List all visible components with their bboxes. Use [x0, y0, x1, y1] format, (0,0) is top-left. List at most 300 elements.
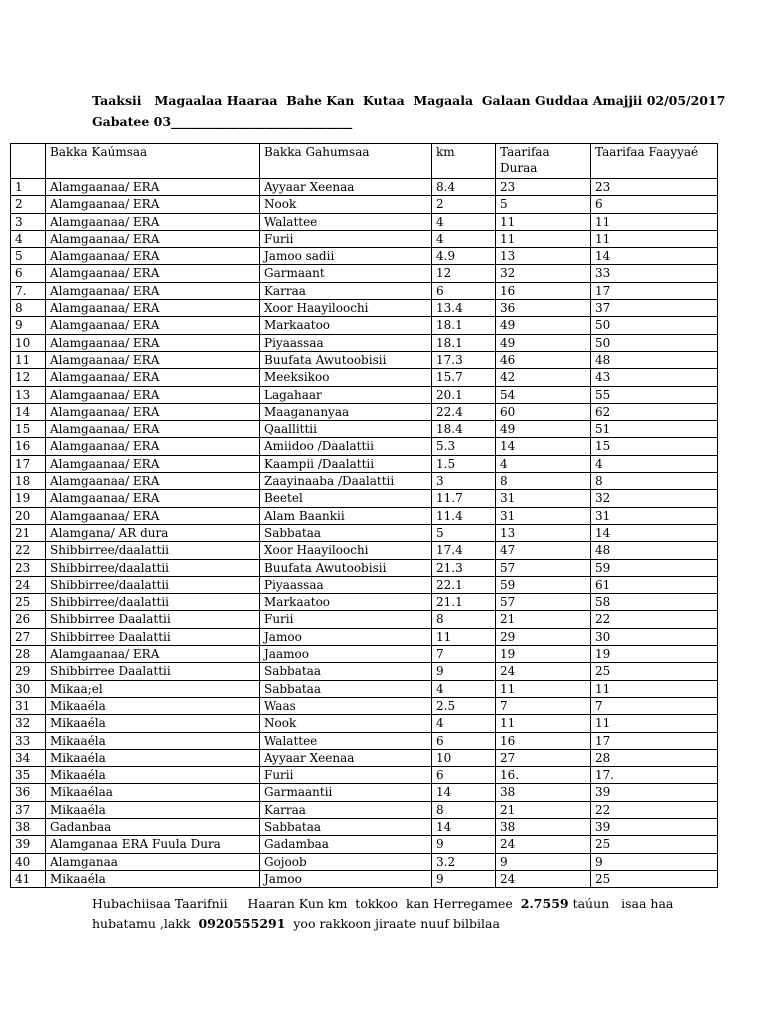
origin-cell: Alamgaanaa/ ERA — [46, 455, 260, 472]
footer-note-line2 — [92, 916, 500, 931]
row-index: 1 — [11, 179, 46, 196]
old-fare-cell: 16 — [496, 732, 591, 749]
origin-cell: Mikaaéla — [46, 801, 260, 818]
km-cell: 14 — [432, 818, 496, 835]
row-index: 24 — [11, 576, 46, 593]
km-cell: 4.9 — [432, 248, 496, 265]
row-index: 14 — [11, 403, 46, 420]
row-index: 32 — [11, 715, 46, 732]
old-fare-cell: 9 — [496, 853, 591, 870]
old-fare-cell: 36 — [496, 300, 591, 317]
new-fare-cell: 50 — [591, 334, 718, 351]
old-fare-cell: 7 — [496, 697, 591, 714]
table-row — [11, 473, 718, 490]
table-row — [11, 697, 718, 714]
row-index: 5 — [11, 248, 46, 265]
old-fare-cell: 16 — [496, 282, 591, 299]
footer-text: hubatamu ,lakk — [92, 916, 199, 931]
row-index: 8 — [11, 300, 46, 317]
new-fare-cell: 51 — [591, 421, 718, 438]
destination-cell: Alam Baankii — [260, 507, 432, 524]
row-index: 4 — [11, 230, 46, 247]
destination-cell: Ayyaar Xeenaa — [260, 179, 432, 196]
destination-cell: Gojoob — [260, 853, 432, 870]
destination-cell: Karraa — [260, 801, 432, 818]
destination-cell: Nook — [260, 196, 432, 213]
km-cell: 9 — [432, 870, 496, 887]
km-cell: 4 — [432, 213, 496, 230]
origin-cell: Alamgaanaa/ ERA — [46, 490, 260, 507]
table-row — [11, 853, 718, 870]
km-cell: 15.7 — [432, 369, 496, 386]
km-cell: 6 — [432, 767, 496, 784]
table-row — [11, 334, 718, 351]
table-row — [11, 559, 718, 576]
origin-cell: Alamgaanaa/ ERA — [46, 507, 260, 524]
new-fare-cell: 14 — [591, 248, 718, 265]
table-row — [11, 715, 718, 732]
new-fare-cell: 50 — [591, 317, 718, 334]
row-index: 7. — [11, 282, 46, 299]
destination-cell: Sabbataa — [260, 663, 432, 680]
new-fare-cell: 11 — [591, 213, 718, 230]
destination-cell: Markaatoo — [260, 594, 432, 611]
header-origin: Bakka Kaúmsaa — [46, 144, 260, 179]
new-fare-cell: 8 — [591, 473, 718, 490]
row-index: 33 — [11, 732, 46, 749]
table-row — [11, 179, 718, 196]
origin-cell: Shibbirree/daalattii — [46, 576, 260, 593]
origin-cell: Alamgaanaa/ ERA — [46, 646, 260, 663]
destination-cell: Maagananyaa — [260, 403, 432, 420]
km-cell: 4 — [432, 715, 496, 732]
row-index: 26 — [11, 611, 46, 628]
table-row — [11, 196, 718, 213]
new-fare-cell: 17 — [591, 732, 718, 749]
km-cell: 22.4 — [432, 403, 496, 420]
destination-cell: Kaampii /Daalattii — [260, 455, 432, 472]
old-fare-cell: 27 — [496, 749, 591, 766]
origin-cell: Shibbirree Daalattii — [46, 663, 260, 680]
destination-cell: Waas — [260, 697, 432, 714]
destination-cell: Garmaant — [260, 265, 432, 282]
km-cell: 3 — [432, 473, 496, 490]
origin-cell: Alamgaanaa/ ERA — [46, 438, 260, 455]
row-index: 6 — [11, 265, 46, 282]
destination-cell: Xoor Haayiloochi — [260, 542, 432, 559]
destination-cell: Beetel — [260, 490, 432, 507]
km-cell: 6 — [432, 732, 496, 749]
new-fare-cell: 31 — [591, 507, 718, 524]
row-index: 2 — [11, 196, 46, 213]
old-fare-cell: 42 — [496, 369, 591, 386]
origin-cell: Alamgaanaa/ ERA — [46, 317, 260, 334]
old-fare-cell: 21 — [496, 611, 591, 628]
table-row — [11, 386, 718, 403]
table-row — [11, 646, 718, 663]
km-cell: 4 — [432, 230, 496, 247]
origin-cell: Mikaaéla — [46, 715, 260, 732]
km-cell: 21.3 — [432, 559, 496, 576]
new-fare-cell: 14 — [591, 524, 718, 541]
new-fare-cell: 39 — [591, 818, 718, 835]
new-fare-cell: 59 — [591, 559, 718, 576]
origin-cell: Alamgaanaa/ ERA — [46, 403, 260, 420]
origin-cell: Alamgaanaa/ ERA — [46, 230, 260, 247]
row-index: 41 — [11, 870, 46, 887]
table-row — [11, 403, 718, 420]
km-cell: 11 — [432, 628, 496, 645]
header-km: km — [432, 144, 496, 179]
destination-cell: Karraa — [260, 282, 432, 299]
origin-cell: Alamgaanaa/ ERA — [46, 282, 260, 299]
table-row — [11, 230, 718, 247]
new-fare-cell: 33 — [591, 265, 718, 282]
origin-cell: Alamgaanaa/ ERA — [46, 213, 260, 230]
table-row — [11, 282, 718, 299]
row-index: 20 — [11, 507, 46, 524]
row-index: 23 — [11, 559, 46, 576]
destination-cell: Garmaantii — [260, 784, 432, 801]
old-fare-cell: 49 — [496, 317, 591, 334]
table-row — [11, 248, 718, 265]
origin-cell: Alamgaanaa/ ERA — [46, 421, 260, 438]
old-fare-cell: 23 — [496, 179, 591, 196]
new-fare-cell: 4 — [591, 455, 718, 472]
new-fare-cell: 11 — [591, 230, 718, 247]
row-index: 39 — [11, 836, 46, 853]
km-cell: 18.4 — [432, 421, 496, 438]
origin-cell: Alamgaanaa/ ERA — [46, 473, 260, 490]
table-row — [11, 369, 718, 386]
km-cell: 22.1 — [432, 576, 496, 593]
km-cell: 5.3 — [432, 438, 496, 455]
new-fare-cell: 48 — [591, 351, 718, 368]
header-old-fare: Taarifaa Duraa — [496, 144, 591, 179]
destination-cell: Sabbataa — [260, 680, 432, 697]
row-index: 22 — [11, 542, 46, 559]
destination-cell: Piyaassaa — [260, 334, 432, 351]
origin-cell: Gadanbaa — [46, 818, 260, 835]
new-fare-cell: 28 — [591, 749, 718, 766]
table-row — [11, 351, 718, 368]
old-fare-cell: 31 — [496, 507, 591, 524]
table-caption: Gabatee 03_____________________________ — [92, 114, 353, 129]
old-fare-cell: 57 — [496, 559, 591, 576]
origin-cell: Alamgaanaa/ ERA — [46, 248, 260, 265]
table-row — [11, 680, 718, 697]
destination-cell: Xoor Haayiloochi — [260, 300, 432, 317]
old-fare-cell: 24 — [496, 836, 591, 853]
km-cell: 14 — [432, 784, 496, 801]
km-cell: 11.4 — [432, 507, 496, 524]
destination-cell: Buufata Awutoobisii — [260, 351, 432, 368]
origin-cell: Shibbirree Daalattii — [46, 628, 260, 645]
new-fare-cell: 11 — [591, 715, 718, 732]
old-fare-cell: 57 — [496, 594, 591, 611]
origin-cell: Shibbirree/daalattii — [46, 594, 260, 611]
old-fare-cell: 11 — [496, 230, 591, 247]
km-cell: 3.2 — [432, 853, 496, 870]
km-cell: 20.1 — [432, 386, 496, 403]
origin-cell: Mikaaéla — [46, 697, 260, 714]
footer-text: yoo rakkoon jiraate nuuf bilbilaa — [285, 916, 500, 931]
km-cell: 6 — [432, 282, 496, 299]
row-index: 13 — [11, 386, 46, 403]
new-fare-cell: 43 — [591, 369, 718, 386]
destination-cell: Ayyaar Xeenaa — [260, 749, 432, 766]
new-fare-cell: 11 — [591, 680, 718, 697]
old-fare-cell: 11 — [496, 680, 591, 697]
km-cell: 21.1 — [432, 594, 496, 611]
old-fare-cell: 13 — [496, 248, 591, 265]
km-cell: 2 — [432, 196, 496, 213]
origin-cell: Shibbirree/daalattii — [46, 559, 260, 576]
fare-table — [10, 143, 718, 888]
origin-cell: Mikaaélaa — [46, 784, 260, 801]
origin-cell: Alamgana/ AR dura — [46, 524, 260, 541]
destination-cell: Furii — [260, 611, 432, 628]
origin-cell: Mikaaéla — [46, 767, 260, 784]
header-index — [11, 144, 46, 179]
row-index: 17 — [11, 455, 46, 472]
origin-cell: Alamgaanaa/ ERA — [46, 386, 260, 403]
origin-cell: Mikaaéla — [46, 870, 260, 887]
km-cell: 9 — [432, 663, 496, 680]
old-fare-cell: 13 — [496, 524, 591, 541]
table-row — [11, 421, 718, 438]
page-title: Taaksii Magaalaa Haaraa Bahe Kan Kutaa Magaala Galaan Guddaa Amajjii 02/05/2017 — [92, 93, 726, 108]
row-index: 10 — [11, 334, 46, 351]
row-index: 40 — [11, 853, 46, 870]
old-fare-cell: 38 — [496, 818, 591, 835]
km-cell: 1.5 — [432, 455, 496, 472]
table-row — [11, 732, 718, 749]
old-fare-cell: 5 — [496, 196, 591, 213]
km-cell: 10 — [432, 749, 496, 766]
old-fare-cell: 46 — [496, 351, 591, 368]
destination-cell: Gadambaa — [260, 836, 432, 853]
table-row — [11, 542, 718, 559]
new-fare-cell: 7 — [591, 697, 718, 714]
table-row — [11, 663, 718, 680]
origin-cell: Alamgaanaa/ ERA — [46, 300, 260, 317]
row-index: 12 — [11, 369, 46, 386]
row-index: 30 — [11, 680, 46, 697]
destination-cell: Sabbataa — [260, 524, 432, 541]
origin-cell: Alamganaa ERA Fuula Dura — [46, 836, 260, 853]
destination-cell: Markaatoo — [260, 317, 432, 334]
km-cell: 18.1 — [432, 317, 496, 334]
new-fare-cell: 62 — [591, 403, 718, 420]
destination-cell: Nook — [260, 715, 432, 732]
table-row — [11, 507, 718, 524]
old-fare-cell: 59 — [496, 576, 591, 593]
destination-cell: Jamoo sadii — [260, 248, 432, 265]
km-cell: 11.7 — [432, 490, 496, 507]
new-fare-cell: 58 — [591, 594, 718, 611]
table-row — [11, 767, 718, 784]
origin-cell: Alamgaanaa/ ERA — [46, 196, 260, 213]
origin-cell: Alamgaanaa/ ERA — [46, 265, 260, 282]
table-row — [11, 836, 718, 853]
table-row — [11, 265, 718, 282]
row-index: 37 — [11, 801, 46, 818]
row-index: 31 — [11, 697, 46, 714]
old-fare-cell: 4 — [496, 455, 591, 472]
km-cell: 8.4 — [432, 179, 496, 196]
km-cell: 13.4 — [432, 300, 496, 317]
old-fare-cell: 60 — [496, 403, 591, 420]
table-row — [11, 749, 718, 766]
old-fare-cell: 49 — [496, 334, 591, 351]
new-fare-cell: 23 — [591, 179, 718, 196]
km-cell: 9 — [432, 836, 496, 853]
km-cell: 5 — [432, 524, 496, 541]
header-new-fare: Taarifaa Faayyaé — [591, 144, 718, 179]
old-fare-cell: 24 — [496, 663, 591, 680]
table-row — [11, 594, 718, 611]
row-index: 35 — [11, 767, 46, 784]
row-index: 11 — [11, 351, 46, 368]
new-fare-cell: 37 — [591, 300, 718, 317]
destination-cell: Jamoo — [260, 870, 432, 887]
table-row — [11, 818, 718, 835]
new-fare-cell: 32 — [591, 490, 718, 507]
table-row — [11, 628, 718, 645]
old-fare-cell: 31 — [496, 490, 591, 507]
old-fare-cell: 11 — [496, 715, 591, 732]
new-fare-cell: 55 — [591, 386, 718, 403]
row-index: 29 — [11, 663, 46, 680]
row-index: 27 — [11, 628, 46, 645]
footer-text: taúun isaa haa — [568, 896, 674, 911]
table-row — [11, 611, 718, 628]
new-fare-cell: 61 — [591, 576, 718, 593]
new-fare-cell: 19 — [591, 646, 718, 663]
new-fare-cell: 25 — [591, 663, 718, 680]
row-index: 18 — [11, 473, 46, 490]
km-cell: 8 — [432, 801, 496, 818]
new-fare-cell: 22 — [591, 801, 718, 818]
new-fare-cell: 22 — [591, 611, 718, 628]
new-fare-cell: 30 — [591, 628, 718, 645]
old-fare-cell: 16. — [496, 767, 591, 784]
destination-cell: Walattee — [260, 213, 432, 230]
km-cell: 7 — [432, 646, 496, 663]
origin-cell: Mikaa;el — [46, 680, 260, 697]
new-fare-cell: 48 — [591, 542, 718, 559]
new-fare-cell: 25 — [591, 836, 718, 853]
table-row — [11, 870, 718, 887]
destination-cell: Meeksikoo — [260, 369, 432, 386]
new-fare-cell: 25 — [591, 870, 718, 887]
table-row — [11, 300, 718, 317]
old-fare-cell: 49 — [496, 421, 591, 438]
table-row — [11, 801, 718, 818]
old-fare-cell: 14 — [496, 438, 591, 455]
old-fare-cell: 54 — [496, 386, 591, 403]
row-index: 38 — [11, 818, 46, 835]
table-row — [11, 317, 718, 334]
new-fare-cell: 15 — [591, 438, 718, 455]
new-fare-cell: 17 — [591, 282, 718, 299]
footer-text: Hubachiisaa Taarifnii Haaran Kun km tokkoo kan Herregamee — [92, 896, 521, 911]
rate-per-km: 2.7559 — [520, 896, 569, 911]
new-fare-cell: 17. — [591, 767, 718, 784]
phone-number: 0920555291 — [198, 916, 286, 931]
footer-note-line1 — [92, 896, 673, 911]
destination-cell: Sabbataa — [260, 818, 432, 835]
table-header-row — [11, 144, 718, 179]
row-index: 9 — [11, 317, 46, 334]
row-index: 21 — [11, 524, 46, 541]
old-fare-cell: 24 — [496, 870, 591, 887]
old-fare-cell: 38 — [496, 784, 591, 801]
old-fare-cell: 21 — [496, 801, 591, 818]
new-fare-cell: 9 — [591, 853, 718, 870]
new-fare-cell: 39 — [591, 784, 718, 801]
origin-cell: Mikaaéla — [46, 749, 260, 766]
destination-cell: Qaallittii — [260, 421, 432, 438]
row-index: 19 — [11, 490, 46, 507]
origin-cell: Shibbirree Daalattii — [46, 611, 260, 628]
new-fare-cell: 6 — [591, 196, 718, 213]
destination-cell: Jaamoo — [260, 646, 432, 663]
table-row — [11, 576, 718, 593]
km-cell: 17.3 — [432, 351, 496, 368]
destination-cell: Piyaassaa — [260, 576, 432, 593]
km-cell: 8 — [432, 611, 496, 628]
destination-cell: Walattee — [260, 732, 432, 749]
row-index: 15 — [11, 421, 46, 438]
old-fare-cell: 32 — [496, 265, 591, 282]
old-fare-cell: 29 — [496, 628, 591, 645]
destination-cell: Amiidoo /Daalattii — [260, 438, 432, 455]
row-index: 25 — [11, 594, 46, 611]
table-row — [11, 490, 718, 507]
origin-cell: Shibbirree/daalattii — [46, 542, 260, 559]
row-index: 16 — [11, 438, 46, 455]
origin-cell: Alamgaanaa/ ERA — [46, 351, 260, 368]
destination-cell: Buufata Awutoobisii — [260, 559, 432, 576]
table-row — [11, 784, 718, 801]
old-fare-cell: 8 — [496, 473, 591, 490]
destination-cell: Lagahaar — [260, 386, 432, 403]
row-index: 36 — [11, 784, 46, 801]
old-fare-cell: 19 — [496, 646, 591, 663]
old-fare-cell: 11 — [496, 213, 591, 230]
origin-cell: Alamgaanaa/ ERA — [46, 179, 260, 196]
origin-cell: Alamgaanaa/ ERA — [46, 369, 260, 386]
table-body — [11, 179, 718, 888]
destination-cell: Furii — [260, 230, 432, 247]
row-index: 28 — [11, 646, 46, 663]
table-row — [11, 524, 718, 541]
origin-cell: Alamgaanaa/ ERA — [46, 334, 260, 351]
km-cell: 2.5 — [432, 697, 496, 714]
km-cell: 17.4 — [432, 542, 496, 559]
table-row — [11, 213, 718, 230]
row-index: 3 — [11, 213, 46, 230]
destination-cell: Jamoo — [260, 628, 432, 645]
old-fare-cell: 47 — [496, 542, 591, 559]
origin-cell: Alamganaa — [46, 853, 260, 870]
km-cell: 4 — [432, 680, 496, 697]
row-index: 34 — [11, 749, 46, 766]
km-cell: 12 — [432, 265, 496, 282]
table-row — [11, 455, 718, 472]
